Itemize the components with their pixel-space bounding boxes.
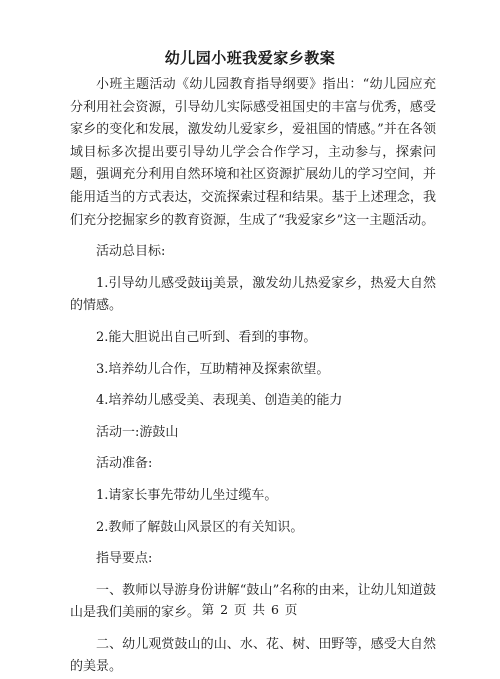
intro-paragraph: 小班主题活动《幼儿园教育指导纲要》指出：“幼儿园应充分利用社会资源，引导幼儿实际感受祖国史的丰富与优秀，感受家乡的变化和发展，激发幼儿爱家乡，爱祖国的情感。”并在各领域目标多次提出要引导幼儿学会合作学习，主动参与，探索问题，强调充分利用自然环境和社区资源扩展幼儿的学习空间，并能用适当的方式表达，交流探索过程和结果。基于上述理念，我们充分挖掘家乡的教育资源，生成了“我爱家乡”这一主题活动。 [70, 77, 436, 228]
guidance-item-1: 一、教师以导游身份讲解“鼓山”名称的由来，让幼儿知道鼓山是我们美丽的家乡。 [70, 582, 436, 621]
goal-item-4: 4.培养幼儿感受美、表现美、创造美的能力 [96, 393, 343, 409]
guidance-item-2: 二、幼儿观赏鼓山的山、水、花、树、田野等，感受大自然的美景。 [70, 636, 436, 675]
preparation-item-1: 1.请家长事先带幼儿坐过缆车。 [96, 487, 278, 503]
activity-one-heading: 活动一:游鼓山 [96, 424, 179, 440]
document-title: 幼儿园小班我爱家乡教案 [164, 49, 336, 67]
page-number-footer: 第 2 页 共 6 页 [201, 602, 299, 617]
guidance-points-heading: 指导要点: [96, 551, 153, 567]
preparation-item-2: 2.教师了解鼓山风景区的有关知识。 [96, 519, 304, 535]
document-body [70, 74, 436, 679]
goal-item-2: 2.能大胆说出自己听到、看到的事物。 [96, 329, 317, 345]
activity-preparation-heading: 活动准备: [96, 456, 153, 472]
section-heading-overall-goals: 活动总目标: [96, 244, 166, 260]
goal-item-3: 3.培养幼儿合作，互助精神及探索欲望。 [96, 361, 330, 377]
goal-item-1: 1.引导幼儿感受鼓iij美景，激发幼儿热爱家乡，热爱大自然的情感。 [70, 275, 436, 314]
